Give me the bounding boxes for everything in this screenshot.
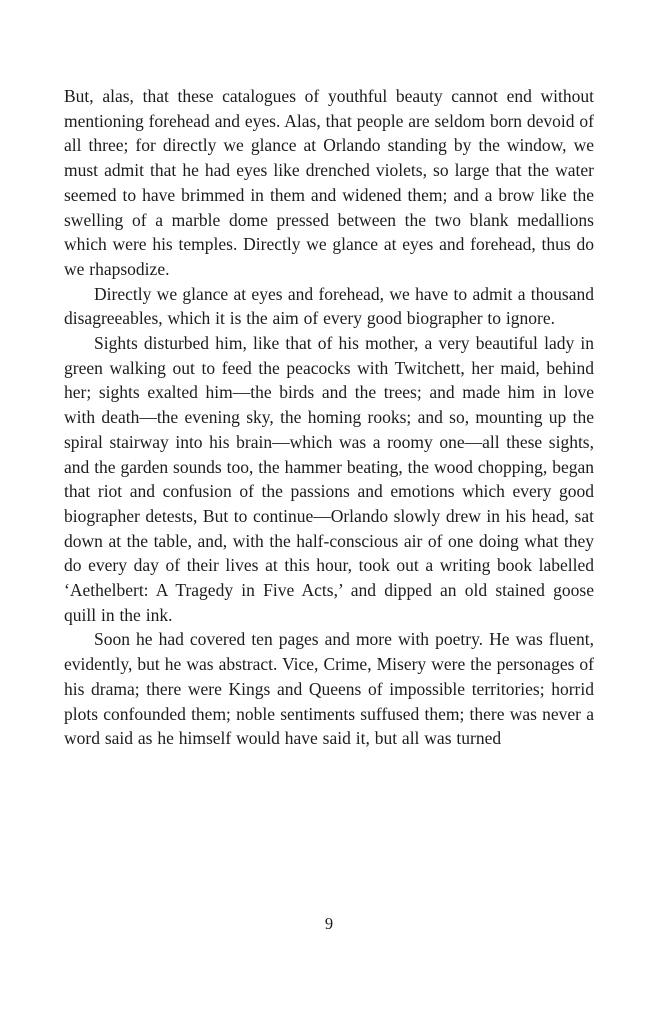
- paragraph: Sights disturbed him, like that of his mother, a very beautiful lady in green walking out to feed the peacocks with Twitchett, her maid, behind her; sights exalted him—the birds and the trees; and made him in love with death—the evening sky, the homing rooks; and so, mounting up the spiral stairway into his brain—which was a roomy one—all these sights, and the garden sounds too, the hammer beating, the wood chopping, began that riot and confusion of the passions and emotions which every good biographer detests, But to continue—Orlando slowly drew in his head, sat down at the table, and, with the half-conscious air of one doing what they do every day of their lives at this hour, took out a writing book labelled ‘Aethelbert: A Tragedy in Five Acts,’ and dipped an old stained goose quill in the ink.: [64, 333, 594, 625]
- page-text: [64, 84, 594, 751]
- page-number: 9: [324, 914, 334, 933]
- paragraph: Directly we glance at eyes and forehead, we have to admit a thousand disagreeables, which it is the aim of every good biographer to ignore.: [64, 283, 594, 329]
- paragraph: But, alas, that these catalogues of youthful beauty cannot end without mentioning forehead and eyes. Alas, that people are seldom born devoid of all three; for directly we glance at Orlando standing by the window, we must admit that he had eyes like drenched violets, so large that the water seemed to have brimmed in them and widened them; and a brow like the swelling of a marble dome pressed between the two blank medallions which were his temples. Directly we glance at eyes and forehead, thus do we rhapsodize.: [64, 86, 594, 279]
- paragraph: Soon he had covered ten pages and more with poetry. He was fluent, evidently, but he was abstract. Vice, Crime, Misery were the personages of his drama; there were Kings and Queens of impossible territories; horrid plots confounded them; noble sentiments suffused them; there was never a word said as he himself would have said it, but all was turned: [64, 629, 594, 749]
